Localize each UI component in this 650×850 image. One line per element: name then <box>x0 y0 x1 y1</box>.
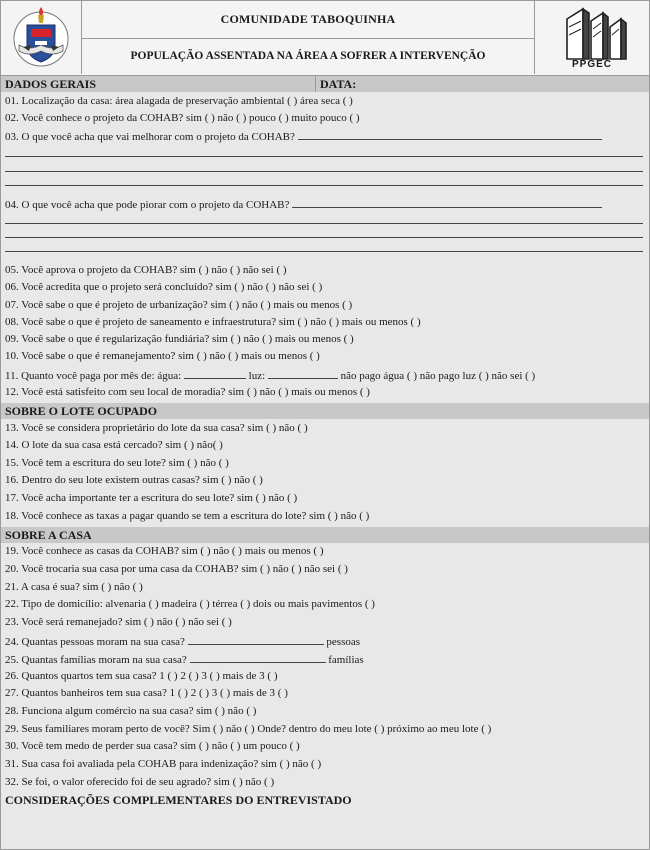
answer-line[interactable] <box>5 223 643 224</box>
question-08: 08. Você sabe o que é projeto de saneamento e infraestrutura? sim ( ) não ( ) mais ou menos ( ) <box>5 316 421 328</box>
question-25-text: 25. Quantas famílias moram na sua casa? <box>5 654 187 666</box>
question-26: 26. Quantos quartos tem sua casa? 1 ( ) 2 ( ) 3 ( ) mais de 3 ( ) <box>5 670 278 682</box>
question-23: 23. Você será remanejado? sim ( ) não ( ) não sei ( ) <box>5 616 232 628</box>
question-09: 09. Você sabe o que é regularização fundiária? sim ( ) não ( ) mais ou menos ( ) <box>5 333 354 345</box>
family-count-field[interactable] <box>190 651 326 663</box>
question-06: 06. Você acredita que o projeto será concluído? sim ( ) não ( ) não sei ( ) <box>5 281 323 293</box>
question-22: 22. Tipo de domicílio: alvenaria ( ) madeira ( ) térrea ( ) dois ou mais pavimentos ( ) <box>5 598 375 610</box>
question-02: 02. Você conhece o projeto da COHAB? sim ( ) não ( ) pouco ( ) muito pouco ( ) <box>5 112 360 124</box>
water-cost-field[interactable] <box>184 367 246 379</box>
question-14: 14. O lote da sua casa está cercado? sim ( ) não( ) <box>5 439 223 451</box>
question-24-text: 24. Quantas pessoas moram na sua casa? <box>5 636 185 648</box>
question-16: 16. Dentro do seu lote existem outras casas? sim ( ) não ( ) <box>5 474 263 486</box>
people-count-field[interactable] <box>188 633 324 645</box>
answer-line[interactable] <box>5 237 643 238</box>
section-lote <box>1 403 649 419</box>
form-title: COMUNIDADE TABOQUINHA <box>82 1 534 39</box>
question-01: 01. Localização da casa: área alagada de preservação ambiental ( ) área seca ( ) <box>5 95 353 107</box>
question-11-light-label: luz: <box>248 370 266 382</box>
answer-line[interactable] <box>5 156 643 157</box>
question-15: 15. Você tem a escritura do seu lote? sim ( ) não ( ) <box>5 457 229 469</box>
question-19: 19. Você conhece as casas da COHAB? sim ( ) não ( ) mais ou menos ( ) <box>5 545 324 557</box>
question-21: 21. A casa é sua? sim ( ) não ( ) <box>5 581 143 593</box>
answer-line[interactable] <box>5 171 643 172</box>
question-11-options: não pago água ( ) não pago luz ( ) não sei ( ) <box>340 370 536 382</box>
question-17: 17. Você acha importante ter a escritura do seu lote? sim ( ) não ( ) <box>5 492 298 504</box>
question-29: 29. Seus familiares moram perto de você? Sim ( ) não ( ) Onde? dentro do meu lote ( ) próximo ao meu lote ( ) <box>5 723 492 735</box>
university-crest-logo <box>1 1 82 74</box>
question-27: 27. Quantos banheiros tem sua casa? 1 ( ) 2 ( ) 3 ( ) mais de 3 ( ) <box>5 687 288 699</box>
form-subtitle: POPULAÇÃO ASSENTADA NA ÁREA A SOFRER A INTERVENÇÃO <box>130 50 486 62</box>
question-04-text: 04. O que você acha que pode piorar com o projeto da COHAB? <box>5 199 290 211</box>
section-dados-gerais <box>1 76 649 92</box>
question-11-text: 11. Quanto você paga por mês de: água: <box>5 370 182 382</box>
question-04 <box>5 196 643 212</box>
question-07: 07. Você sabe o que é projeto de urbanização? sim ( ) não ( ) mais ou menos ( ) <box>5 299 353 311</box>
form-header <box>1 1 649 76</box>
answer-line[interactable] <box>5 251 643 252</box>
question-11 <box>5 367 643 383</box>
answer-line[interactable] <box>298 128 602 140</box>
section-casa <box>1 527 649 543</box>
question-20: 20. Você trocaria sua casa por uma casa da COHAB? sim ( ) não ( ) não sei ( ) <box>5 563 348 575</box>
question-03-text: 03. O que você acha que vai melhorar com o projeto da COHAB? <box>5 131 295 143</box>
question-05: 05. Você aprova o projeto da COHAB? sim ( ) não ( ) não sei ( ) <box>5 264 287 276</box>
question-12: 12. Você está satisfeito com seu local de moradia? sim ( ) não ( ) mais ou menos ( ) <box>5 386 370 398</box>
section-title: DADOS GERAIS <box>5 77 97 91</box>
question-24-unit: pessoas <box>326 636 361 648</box>
answer-line[interactable] <box>292 196 602 208</box>
section-title: SOBRE A CASA <box>5 528 92 542</box>
question-24 <box>5 633 643 649</box>
date-field-label: DATA: <box>315 76 356 92</box>
section-title: SOBRE O LOTE OCUPADO <box>5 404 158 418</box>
header-center <box>82 1 534 74</box>
answer-line[interactable] <box>5 185 643 186</box>
question-25-unit: famílias <box>328 654 364 666</box>
question-28: 28. Funciona algum comércio na sua casa? sim ( ) não ( ) <box>5 705 257 717</box>
question-18: 18. Você conhece as taxas a pagar quando se tem a escritura do lote? sim ( ) não ( ) <box>5 510 370 522</box>
question-03 <box>5 128 643 144</box>
question-32: 32. Se foi, o valor oferecido foi de seu agrado? sim ( ) não ( ) <box>5 776 275 788</box>
question-13: 13. Você se considera proprietário do lote da sua casa? sim ( ) não ( ) <box>5 422 308 434</box>
ppgec-logo-text: PPGEC <box>571 59 612 70</box>
ppgec-logo <box>534 1 649 74</box>
question-31: 31. Sua casa foi avaliada pela COHAB para indenização? sim ( ) não ( ) <box>5 758 322 770</box>
question-30: 30. Você tem medo de perder sua casa? sim ( ) não ( ) um pouco ( ) <box>5 740 300 752</box>
final-section-title: CONSIDERAÇÕES COMPLEMENTARES DO ENTREVISTADO <box>5 793 352 807</box>
light-cost-field[interactable] <box>268 367 338 379</box>
question-10: 10. Você sabe o que é remanejamento? sim ( ) não ( ) mais ou menos ( ) <box>5 350 320 362</box>
question-25 <box>5 651 643 667</box>
